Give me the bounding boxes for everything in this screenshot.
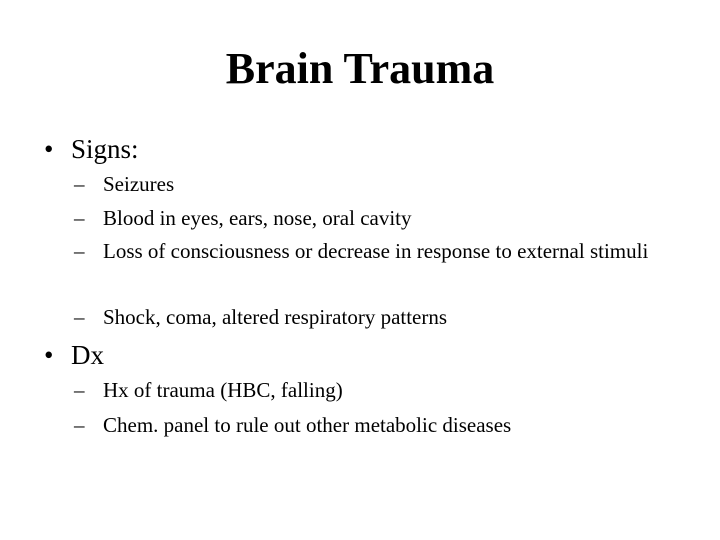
- sub-bullet-item: [74, 236, 674, 266]
- sub-bullet-text: Hx of trauma (HBC, falling): [103, 378, 343, 402]
- sub-bullet-text: Shock, coma, altered respiratory patterns: [103, 305, 448, 329]
- bullet-dot-icon: •: [44, 134, 54, 164]
- dash-icon: –: [74, 413, 85, 437]
- bullet-label: Dx: [71, 340, 104, 370]
- sub-bullet-text: Chem. panel to rule out other metabolic diseases: [103, 413, 512, 437]
- sub-bullet-text: Seizures: [103, 172, 175, 196]
- bullet-label: Signs:: [71, 134, 139, 164]
- dash-icon: –: [74, 305, 85, 329]
- dash-icon: –: [74, 378, 85, 402]
- sub-bullet-text: Loss of consciousness or decrease in response to external stimuli: [103, 239, 649, 263]
- dash-icon: –: [74, 206, 85, 230]
- bullet-dot-icon: •: [44, 340, 54, 370]
- sub-bullet-item: [74, 202, 674, 235]
- sub-bullet-item: [74, 301, 674, 334]
- dash-icon: –: [74, 239, 85, 263]
- sub-bullet-text: Blood in eyes, ears, nose, oral cavity: [103, 206, 412, 230]
- slide-title: Brain Trauma: [225, 44, 495, 93]
- sub-bullet-item: [74, 409, 674, 442]
- sub-bullet-item: [74, 374, 674, 407]
- dash-icon: –: [74, 172, 85, 196]
- sub-bullet-item: [74, 168, 674, 201]
